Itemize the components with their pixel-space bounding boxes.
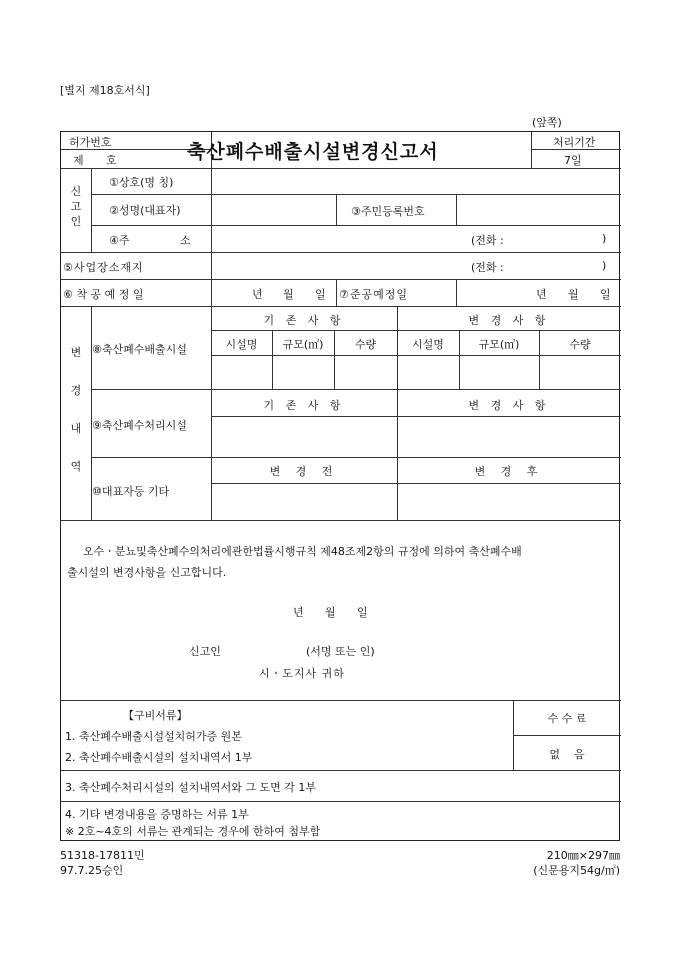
site-phone-close: ) bbox=[602, 259, 607, 272]
documents-note: ※ 2호~4호의 서류는 관계되는 경우에 한하여 첨부함 bbox=[65, 825, 321, 838]
declaration-text-line2: 출시설의 변경사항을 신고합니다. bbox=[67, 566, 227, 579]
after-change-header: 변 경 후 bbox=[474, 465, 544, 478]
existing-header-1: 기 존 사 항 bbox=[263, 314, 345, 327]
recipient-label: 시ㆍ도지사 귀하 bbox=[259, 667, 345, 680]
form-code: 51318-17811민 bbox=[60, 849, 145, 862]
approval-date: 97.7.25승인 bbox=[60, 864, 124, 877]
column-facility-name-new: 시설명 bbox=[412, 338, 444, 351]
other-changes-label: ⑩대표자등 기타 bbox=[92, 485, 170, 498]
column-facility-name: 시설명 bbox=[225, 338, 258, 351]
address-label-2: 소 bbox=[180, 234, 191, 247]
applicant-group-label: 신 고 인 bbox=[70, 185, 82, 228]
applicant-phone-close: ) bbox=[602, 232, 607, 245]
treatment-facility-label: ⑨축산폐수처리시설 bbox=[92, 419, 187, 432]
column-capacity: 규모(㎥) bbox=[282, 338, 324, 351]
site-location-label: ⑤사업장소재지 bbox=[63, 261, 144, 274]
before-change-header: 변 경 전 bbox=[269, 465, 339, 478]
form-number: [별지 제18호서식] bbox=[60, 84, 150, 97]
processing-period-value: 7일 bbox=[564, 154, 582, 167]
report-form bbox=[60, 131, 620, 841]
representative-name-label: ②성명(대표자) bbox=[109, 204, 181, 217]
column-quantity-new: 수량 bbox=[569, 338, 591, 351]
processing-period-label: 처리기간 bbox=[553, 136, 596, 149]
fee-value: 없 음 bbox=[549, 748, 585, 761]
discharge-facility-label: ⑧축산폐수배출시설 bbox=[92, 343, 187, 356]
applicant-signature-label: 신고인 bbox=[189, 645, 221, 658]
document-item-2: 2. 축산폐수배출시설의 설치내역서 1부 bbox=[65, 751, 253, 764]
document-item-4: 4. 기타 변경내용을 증명하는 서류 1부 bbox=[65, 808, 249, 821]
signature-placeholder: (서명 또는 인) bbox=[306, 645, 375, 658]
page-side: (앞쪽) bbox=[532, 116, 562, 129]
changed-header-1: 변 경 사 항 bbox=[468, 314, 550, 327]
document-item-3: 3. 축산폐수처리시설의 설치내역서와 그 도면 각 1부 bbox=[65, 781, 316, 794]
paper-type: (신문용지54g/㎡) bbox=[533, 864, 620, 877]
completion-date-label: ⑦준공예정일 bbox=[339, 288, 408, 301]
fee-label: 수 수 료 bbox=[547, 712, 587, 725]
start-date-year: 년 bbox=[252, 288, 263, 301]
documents-title: 【구비서류】 bbox=[123, 709, 188, 722]
completion-date-month: 월 bbox=[568, 288, 579, 301]
site-phone-label: (전화 : bbox=[471, 261, 504, 274]
form-title: 축산폐수배출시설변경신고서 bbox=[187, 141, 439, 163]
declaration-date-year: 년 bbox=[293, 606, 304, 619]
document-item-1: 1. 축산폐수배출시설설치허가증 원본 bbox=[65, 730, 242, 743]
completion-date-day: 일 bbox=[600, 288, 611, 301]
resident-number-label: ③주민등록번호 bbox=[351, 205, 425, 218]
column-capacity-new: 규모(㎥) bbox=[478, 338, 520, 351]
existing-header-2: 기 존 사 항 bbox=[263, 399, 345, 412]
permit-number-suffix: 호 bbox=[106, 154, 117, 167]
address-label-1: ④주 bbox=[109, 234, 130, 247]
declaration-text-line1: 오수ㆍ분뇨및축산폐수의처리에관한법률시행규칙 제48조제2항의 규정에 의하여 축산폐수배 bbox=[83, 545, 522, 558]
start-date-label: ⑥ 착 공 예 정 일 bbox=[63, 288, 144, 301]
changed-header-2: 변 경 사 항 bbox=[468, 399, 550, 412]
start-date-month: 월 bbox=[283, 288, 294, 301]
permit-number-label: 허가번호 bbox=[69, 136, 112, 149]
changes-group-label: 변 경 내 역 bbox=[70, 346, 82, 473]
column-quantity: 수량 bbox=[354, 338, 377, 351]
applicant-phone-label: (전화 : bbox=[471, 234, 504, 247]
completion-date-year: 년 bbox=[536, 288, 547, 301]
declaration-date-day: 일 bbox=[357, 606, 368, 619]
declaration-date-month: 월 bbox=[325, 606, 336, 619]
paper-size: 210㎜×297㎜ bbox=[546, 849, 620, 862]
business-name-label: ①상호(명 칭) bbox=[109, 176, 174, 189]
start-date-day: 일 bbox=[315, 288, 326, 301]
permit-number-prefix: 제 bbox=[73, 154, 84, 167]
